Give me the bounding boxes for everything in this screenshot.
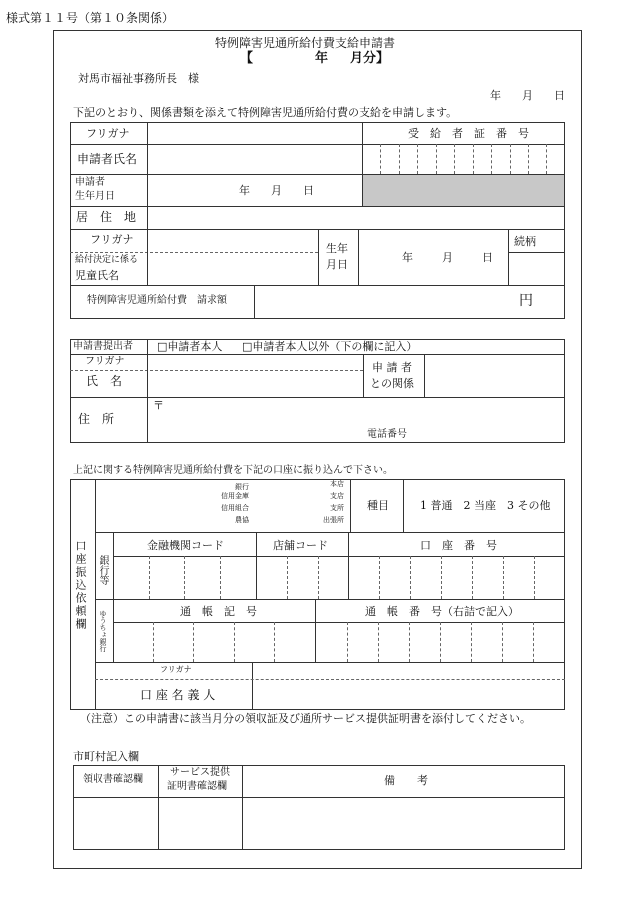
period-line: [240, 52, 389, 65]
submitter-name-label: 氏 名: [86, 374, 123, 388]
account-type-options: 1 普通 2 当座 3 その他: [420, 499, 551, 512]
date-year: 年: [490, 89, 501, 102]
branch-type-office: 出張所: [323, 516, 344, 524]
bank-type-shinkin: 信用金庫: [221, 492, 249, 500]
service-check-label-2: 証明書確認欄: [167, 781, 227, 792]
form-title: 特例障害児通所給付費支給申請書: [215, 36, 396, 50]
postal-mark: 〒: [153, 399, 164, 412]
phone-label: 電話番号: [367, 429, 407, 440]
applicant-name-label: 申請者氏名: [77, 152, 138, 166]
account-number-label: 口 座 番 号: [420, 539, 497, 552]
amount-label: 特例障害児通所給付費 請求額: [87, 295, 227, 306]
branch-type-head: 本店: [330, 480, 344, 488]
passbook-number-label: 通 帳 番 号（右詰で記入）: [365, 605, 519, 618]
submitter-address-label: 住 所: [78, 412, 115, 426]
submitter-furigana-label: フリガナ: [85, 356, 125, 367]
addressee: 対馬市福祉事務所長 様: [78, 72, 199, 85]
branch-code-label: 店舗コード: [273, 539, 328, 552]
form-number: 様式第１１号（第１０条関係）: [6, 11, 175, 25]
period-year: 年: [315, 51, 329, 66]
bank-side-label: 銀行等: [97, 555, 108, 585]
passbook-symbol-label: 通 帳 記 号: [180, 605, 257, 618]
service-check-label-1: サービス提供: [170, 767, 230, 778]
period-open: 【: [240, 51, 254, 66]
submitter-opt-other: □申請者本人以外（下の欄に記入）: [242, 340, 418, 353]
transfer-side-label: 口座振込依頼欄: [74, 540, 87, 631]
transfer-intro: 上記に関する特例障害児通所給付費を下記の口座に振り込んで下さい。: [73, 465, 393, 476]
birth-day: 日: [303, 184, 314, 197]
child-furigana-label: フリガナ: [90, 233, 134, 246]
birth-label-1: 申請者: [75, 177, 105, 188]
child-birth-day: 日: [482, 251, 493, 264]
birth-label-2: 生年月日: [75, 191, 115, 202]
holder-label: 口 座 名 義 人: [140, 688, 216, 702]
child-birth-month: 月: [442, 251, 453, 264]
receipt-check-label: 領収書確認欄: [83, 774, 143, 785]
cert-number-label: 受 給 者 証 番 号: [408, 127, 529, 140]
yucho-side-label: ゆうちょ銀行: [99, 610, 107, 652]
bank-type-shinkumi: 信用組合: [221, 504, 249, 512]
branch-type-branch: 支店: [330, 492, 344, 500]
intro-text: 下記のとおり、関係書類を添えて特例障害児通所給付費の支給を申請します。: [73, 106, 458, 119]
applicant-furigana-label: フリガナ: [86, 127, 130, 140]
submitter-opt-self: □申請者本人: [157, 340, 223, 353]
account-type-label: 種目: [367, 499, 389, 512]
submitter-label: 申請書提出者: [73, 341, 133, 352]
child-birth-label-1: 生年: [326, 242, 348, 255]
bank-type-nokyo: 農協: [235, 516, 249, 524]
relation-label: 続柄: [514, 235, 536, 248]
birth-month: 月: [271, 184, 282, 197]
child-name-label-2: 児童氏名: [75, 269, 119, 282]
child-name-label-1: 給付決定に係る: [75, 255, 139, 265]
submitter-relation-2: との関係: [370, 377, 414, 390]
yen-unit: 円: [519, 293, 533, 309]
period-month: 月分】: [350, 51, 390, 66]
child-birth-label-2: 月日: [326, 258, 348, 271]
address-label: 居 住 地: [76, 210, 137, 224]
office-title: 市町村記入欄: [73, 750, 139, 763]
note-text: （注意）この申請書に該当月分の領収証及び通所サービス提供証明書を添付してください。: [80, 712, 531, 725]
date-month: 月: [522, 89, 533, 102]
date-day: 日: [554, 89, 565, 102]
birth-year: 年: [239, 184, 250, 197]
shaded-cell: [363, 175, 564, 206]
child-birth-year: 年: [402, 251, 413, 264]
bank-type-bank: 銀行: [235, 483, 249, 491]
institution-code-label: 金融機関コード: [147, 539, 224, 552]
remarks-label: 備 考: [384, 774, 428, 787]
submitter-relation-1: 申 請 者: [372, 361, 412, 374]
holder-furigana-label: フリガナ: [160, 665, 192, 674]
branch-type-sub: 支所: [330, 504, 344, 512]
